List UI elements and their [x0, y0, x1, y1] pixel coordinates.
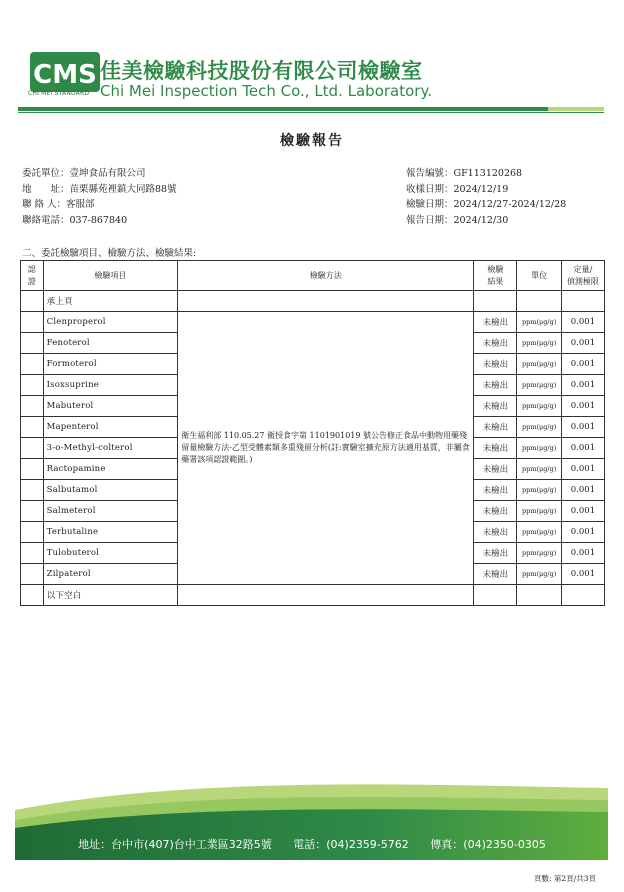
- blank-below-row: [21, 585, 605, 606]
- report-info: [406, 166, 566, 228]
- test-result: 未檢出: [474, 459, 517, 480]
- report-number: 報告編號：GF113120268: [406, 168, 523, 179]
- detection-limit: 0.001: [561, 438, 604, 459]
- analyte-name: Tulobuterol: [43, 543, 178, 564]
- unit-cell: ppm(μg/g): [517, 375, 561, 396]
- accreditation-cell: [21, 396, 44, 417]
- detection-limit: 0.001: [561, 501, 604, 522]
- footer-address: 地址：台中市(407)台中工業區32路5號: [78, 838, 272, 851]
- test-result: 未檢出: [474, 522, 517, 543]
- page-number: 頁數: 第2頁/共3頁: [534, 874, 596, 883]
- results-table: [20, 260, 605, 606]
- analyte-name: Formoterol: [43, 354, 178, 375]
- test-date: 檢驗日期：2024/12/27-2024/12/28: [406, 199, 567, 210]
- detection-limit: 0.001: [561, 543, 604, 564]
- accreditation-cell: [21, 375, 44, 396]
- unit-cell: ppm(μg/g): [517, 312, 561, 333]
- continued-row: [21, 291, 605, 312]
- logo-text: CMS: [33, 60, 97, 90]
- continued-label: 承上頁: [43, 291, 178, 312]
- unit-cell: ppm(μg/g): [517, 459, 561, 480]
- detection-limit: 0.001: [561, 564, 604, 585]
- report-date: 報告日期：2024/12/30: [406, 214, 509, 226]
- test-result: 未檢出: [474, 501, 517, 522]
- client-address: 地 址：苗栗縣苑裡鎮大同路88號: [22, 183, 177, 195]
- test-result: 未檢出: [474, 375, 517, 396]
- company-name-cn: 佳美檢驗科技股份有限公司檢驗室: [100, 59, 423, 83]
- detection-limit: 0.001: [561, 396, 604, 417]
- footer-phone: 電話：(04)2359-5762: [293, 838, 409, 851]
- unit-cell: ppm(μg/g): [517, 396, 561, 417]
- test-result: 未檢出: [474, 333, 517, 354]
- footer-fax: 傳真：(04)2350-0305: [430, 838, 546, 851]
- accreditation-cell: [21, 501, 44, 522]
- accreditation-cell: [21, 564, 44, 585]
- unit-cell: ppm(μg/g): [517, 543, 561, 564]
- header-result: 檢驗 結果: [474, 261, 517, 291]
- unit-cell: ppm(μg/g): [517, 333, 561, 354]
- header-accreditation: 認證: [21, 261, 44, 291]
- detection-limit: 0.001: [561, 375, 604, 396]
- detection-limit: 0.001: [561, 459, 604, 480]
- header-divider: [18, 107, 604, 114]
- unit-cell: ppm(μg/g): [517, 480, 561, 501]
- unit-cell: ppm(μg/g): [517, 564, 561, 585]
- received-date: 收樣日期：2024/12/19: [406, 183, 509, 195]
- table-header-row: [21, 261, 605, 291]
- header-method: 檢驗方法: [178, 261, 474, 291]
- report-title: 檢驗報告: [280, 133, 344, 149]
- accreditation-cell: [21, 333, 44, 354]
- unit-cell: ppm(μg/g): [517, 501, 561, 522]
- header-unit: 單位: [517, 261, 561, 291]
- header-item: 檢驗項目: [43, 261, 178, 291]
- client-info: [22, 166, 177, 228]
- footer-contact: [0, 836, 624, 852]
- detection-limit: 0.001: [561, 354, 604, 375]
- company-name-en: Chi Mei Inspection Tech Co., Ltd. Laboratory.: [100, 82, 432, 100]
- accreditation-cell: [21, 438, 44, 459]
- analyte-name: Fenoterol: [43, 333, 178, 354]
- test-method: 衛生福利部 110.05.27 衛授食字第 1101901019 號公告修正食品中動物用藥殘留量檢驗方法-乙型受體素類多重殘留分析(註:實驗室擴充原方法適用基質，非屬食藥署該項認證範圍。): [178, 312, 474, 585]
- test-result: 未檢出: [474, 543, 517, 564]
- accreditation-cell: [21, 480, 44, 501]
- table-row: [21, 312, 605, 333]
- analyte-name: Ractopamine: [43, 459, 178, 480]
- client-contact: 聯 絡 人：客服部: [22, 199, 95, 210]
- test-result: 未檢出: [474, 438, 517, 459]
- analyte-name: Isoxsuprine: [43, 375, 178, 396]
- blank-below-label: 以下空白: [43, 585, 178, 606]
- test-result: 未檢出: [474, 354, 517, 375]
- unit-cell: ppm(μg/g): [517, 417, 561, 438]
- unit-cell: ppm(μg/g): [517, 522, 561, 543]
- unit-cell: ppm(μg/g): [517, 354, 561, 375]
- detection-limit: 0.001: [561, 312, 604, 333]
- accreditation-cell: [21, 543, 44, 564]
- header-limit: 定量/ 偵測極限: [561, 261, 604, 291]
- detection-limit: 0.001: [561, 480, 604, 501]
- analyte-name: Salbutamol: [43, 480, 178, 501]
- test-result: 未檢出: [474, 312, 517, 333]
- analyte-name: 3-o-Methyl-colterol: [43, 438, 178, 459]
- accreditation-cell: [21, 354, 44, 375]
- logo-subtitle: CHI MEI STANDARD: [28, 90, 90, 97]
- unit-cell: ppm(μg/g): [517, 438, 561, 459]
- analyte-name: Mabuterol: [43, 396, 178, 417]
- detection-limit: 0.001: [561, 417, 604, 438]
- section-title: 二、委託檢驗項目、檢驗方法、檢驗結果:: [22, 248, 197, 259]
- test-result: 未檢出: [474, 396, 517, 417]
- detection-limit: 0.001: [561, 522, 604, 543]
- analyte-name: Zilpaterol: [43, 564, 178, 585]
- accreditation-cell: [21, 417, 44, 438]
- test-result: 未檢出: [474, 480, 517, 501]
- detection-limit: 0.001: [561, 333, 604, 354]
- test-result: 未檢出: [474, 564, 517, 585]
- client-unit: 委託單位：壹坤食品有限公司: [22, 168, 146, 179]
- accreditation-cell: [21, 312, 44, 333]
- client-phone: 聯絡電話：037-867840: [22, 214, 128, 226]
- analyte-name: Clenproperol: [43, 312, 178, 333]
- test-result: 未檢出: [474, 417, 517, 438]
- analyte-name: Mapenterol: [43, 417, 178, 438]
- analyte-name: Salmeterol: [43, 501, 178, 522]
- accreditation-cell: [21, 459, 44, 480]
- accreditation-cell: [21, 522, 44, 543]
- analyte-name: Terbutaline: [43, 522, 178, 543]
